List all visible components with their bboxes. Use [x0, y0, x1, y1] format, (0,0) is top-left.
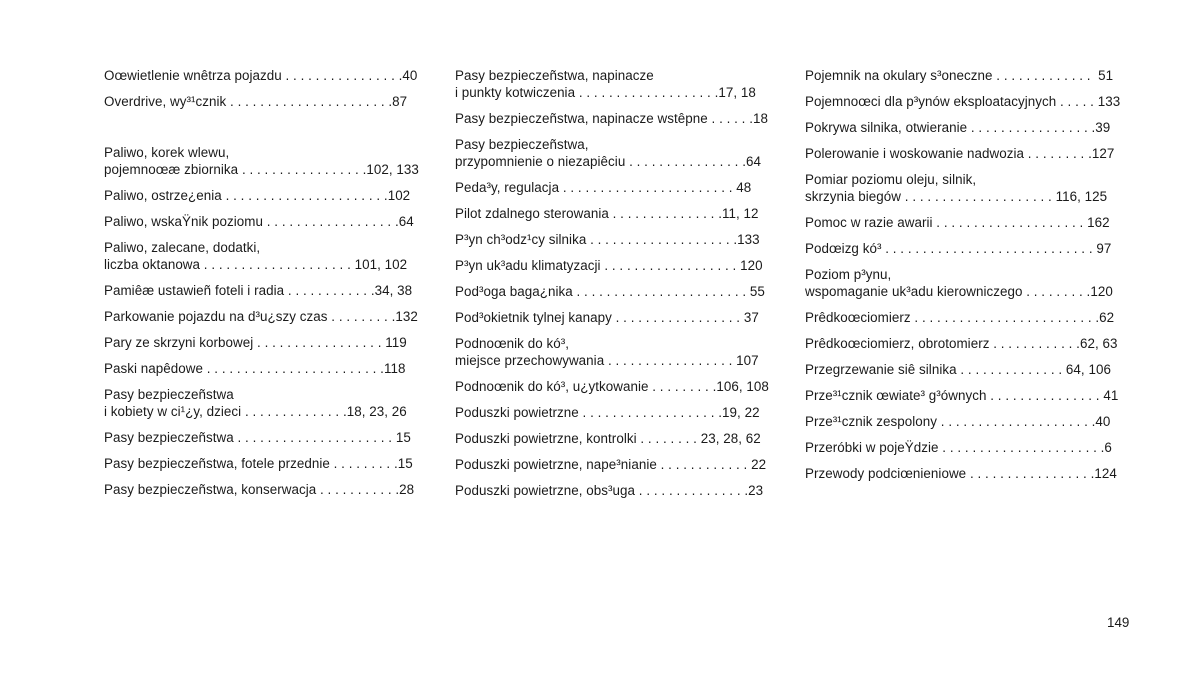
index-entry-line: Przewody podciœnieniowe . . . . . . . . . . . . . . . . .124	[805, 465, 1117, 481]
index-entry-line: Podœizg kó³ . . . . . . . . . . . . . . . . . . . . . . . . . . . . 97	[805, 240, 1112, 256]
index-entry-line: Pojemnik na okulary s³oneczne . . . . . . . . . . . . . 51	[805, 67, 1114, 83]
index-entry	[805, 356, 1135, 382]
index-entry-line: pojemnoœæ zbiornika . . . . . . . . . . . . . . . . .102, 133	[104, 161, 419, 177]
index-column-3	[805, 62, 1135, 486]
index-entry-line: Poduszki powietrzne . . . . . . . . . . . . . . . . . . .19, 22	[455, 404, 760, 420]
index-entry-line: wspomaganie uk³adu kierowniczego . . . . . . . . .120	[805, 283, 1113, 299]
index-entry	[455, 131, 785, 174]
index-entry-line: Oœwietlenie wnêtrza pojazdu . . . . . . . . . . . . . . . .40	[104, 67, 418, 83]
index-entry-line: Paliwo, wskaŸnik poziomu . . . . . . . . . . . . . . . . . .64	[104, 213, 414, 229]
index-entry-line: Prze³¹cznik œwiate³ g³ównych . . . . . . . . . . . . . . . 41	[805, 387, 1119, 403]
index-entry-line: Polerowanie i woskowanie nadwozia . . . . . . . . .127	[805, 145, 1115, 161]
index-entry	[104, 450, 434, 476]
index-entry	[104, 329, 434, 355]
index-entry-line: Pasy bezpieczeñstwa, fotele przednie . . . . . . . . .15	[104, 455, 413, 471]
index-entry-line: Przeróbki w pojeŸdzie . . . . . . . . . . . . . . . . . . . . . .6	[805, 439, 1112, 455]
index-entry	[805, 209, 1135, 235]
index-entry-line: przypomnienie o niezapiêciu . . . . . . . . . . . . . . . .64	[455, 153, 761, 169]
index-entry	[104, 424, 434, 450]
index-entry-line: Peda³y, regulacja . . . . . . . . . . . . . . . . . . . . . . . 48	[455, 179, 752, 195]
index-entry	[104, 234, 434, 277]
index-entry-line: Pasy bezpieczeñstwa, konserwacja . . . . . . . . . . .28	[104, 481, 415, 497]
index-entry-line: Paliwo, ostrze¿enia . . . . . . . . . . . . . . . . . . . . . .102	[104, 187, 411, 203]
index-entry	[805, 304, 1135, 330]
index-entry	[455, 252, 785, 278]
index-entry-line: Pasy bezpieczeñstwa, napinacze wstêpne . . . . . .18	[455, 110, 768, 126]
index-entry	[455, 304, 785, 330]
index-entry-line: skrzynia biegów . . . . . . . . . . . . . . . . . . . . 116, 125	[805, 188, 1108, 204]
index-entry-line: Prze³¹cznik zespolony . . . . . . . . . . . . . . . . . . . . .40	[805, 413, 1111, 429]
index-entry-line: Podnoœnik do kó³,	[455, 335, 569, 351]
index-entry-line: i punkty kotwiczenia . . . . . . . . . . . . . . . . . . .17, 18	[455, 84, 756, 100]
index-entry-line: Poduszki powietrzne, kontrolki . . . . . . . . 23, 28, 62	[455, 430, 761, 446]
index-entry-line: Pod³okietnik tylnej kanapy . . . . . . . . . . . . . . . . . 37	[455, 309, 759, 325]
index-entry-line: Paliwo, zalecane, dodatki,	[104, 239, 261, 255]
index-entry	[104, 62, 434, 88]
index-entry	[805, 261, 1135, 304]
index-entry	[455, 174, 785, 200]
index-entry	[455, 425, 785, 451]
index-entry	[805, 330, 1135, 356]
index-entry-line: Paski napêdowe . . . . . . . . . . . . . . . . . . . . . . . .118	[104, 360, 406, 376]
index-column-2	[455, 62, 785, 503]
index-entry-line: miejsce przechowywania . . . . . . . . . . . . . . . . . 107	[455, 352, 759, 368]
index-entry	[455, 399, 785, 425]
index-entry-line: Pamiêæ ustawieñ foteli i radia . . . . . . . . . . . .34, 38	[104, 282, 413, 298]
index-entry-line: P³yn uk³adu klimatyzacji . . . . . . . . . . . . . . . . . . 120	[455, 257, 763, 273]
index-entry	[805, 140, 1135, 166]
index-entry	[104, 355, 434, 381]
index-entry-line: Prêdkoœciomierz . . . . . . . . . . . . . . . . . . . . . . . . .62	[805, 309, 1115, 325]
index-entry-line: Pasy bezpieczeñstwa,	[455, 136, 589, 152]
index-entry	[805, 382, 1135, 408]
index-entry	[805, 408, 1135, 434]
index-entry-line: liczba oktanowa . . . . . . . . . . . . . . . . . . . . 101, 102	[104, 256, 408, 272]
index-entry-line: Pojemnoœci dla p³ynów eksploatacyjnych . . . . . 133	[805, 93, 1121, 109]
index-entry-line: Overdrive, wy³¹cznik . . . . . . . . . . . . . . . . . . . . . .87	[104, 93, 408, 109]
index-entry	[455, 477, 785, 503]
index-entry	[455, 373, 785, 399]
index-entry-line: Poduszki powietrzne, nape³nianie . . . . . . . . . . . . 22	[455, 456, 767, 472]
index-entry-line: i kobiety w ci¹¿y, dzieci . . . . . . . . . . . . . .18, 23, 26	[104, 403, 407, 419]
index-entry	[455, 451, 785, 477]
index-entry	[455, 200, 785, 226]
index-column-1	[104, 62, 434, 502]
index-entry	[455, 226, 785, 252]
index-entry	[805, 166, 1135, 209]
index-entry-line: Podnoœnik do kó³, u¿ytkowanie . . . . . . . . .106, 108	[455, 378, 769, 394]
index-entry-line: Pomoc w razie awarii . . . . . . . . . . . . . . . . . . . . 162	[805, 214, 1110, 230]
index-entry	[455, 330, 785, 373]
index-entry-line: Poziom p³ynu,	[805, 266, 892, 282]
index-entry	[455, 62, 785, 105]
index-entry-line: Pasy bezpieczeñstwa . . . . . . . . . . . . . . . . . . . . . 15	[104, 429, 411, 445]
index-entry-line: Pokrywa silnika, otwieranie . . . . . . . . . . . . . . . . .39	[805, 119, 1111, 135]
index-entry-line: Poduszki powietrzne, obs³uga . . . . . . . . . . . . . . .23	[455, 482, 764, 498]
index-entry-line: Pilot zdalnego sterowania . . . . . . . . . . . . . . .11, 12	[455, 205, 759, 221]
index-entry-line: Pomiar poziomu oleju, silnik,	[805, 171, 977, 187]
index-entry	[104, 277, 434, 303]
index-entry-line: Parkowanie pojazdu na d³u¿szy czas . . . . . . . . .132	[104, 308, 418, 324]
index-entry	[104, 182, 434, 208]
index-entry	[104, 208, 434, 234]
index-entry	[805, 460, 1135, 486]
index-entry	[104, 88, 434, 114]
index-entry-line: Pasy bezpieczeñstwa	[104, 386, 234, 402]
index-entry	[104, 303, 434, 329]
index-entry	[805, 88, 1135, 114]
index-entry-line: Pasy bezpieczeñstwa, napinacze	[455, 67, 654, 83]
index-entry	[104, 476, 434, 502]
index-entry	[455, 105, 785, 131]
index-entry	[805, 434, 1135, 460]
index-entry-line: Prêdkoœciomierz, obrotomierz . . . . . . . . . . . .62, 63	[805, 335, 1118, 351]
page-number: 149	[1107, 615, 1130, 630]
index-entry-line: Pod³oga baga¿nika . . . . . . . . . . . . . . . . . . . . . . . 55	[455, 283, 765, 299]
index-entry	[805, 114, 1135, 140]
index-entry	[805, 235, 1135, 261]
index-entry-line: Pary ze skrzyni korbowej . . . . . . . . . . . . . . . . . 119	[104, 334, 407, 350]
index-entry	[104, 139, 434, 182]
index-entry	[455, 278, 785, 304]
index-entry	[805, 62, 1135, 88]
index-entry	[104, 381, 434, 424]
index-entry-line: Paliwo, korek wlewu,	[104, 144, 230, 160]
index-entry-line: P³yn ch³odz¹cy silnika . . . . . . . . . . . . . . . . . . . .133	[455, 231, 760, 247]
index-entry-line: Przegrzewanie siê silnika . . . . . . . . . . . . . . 64, 106	[805, 361, 1111, 377]
